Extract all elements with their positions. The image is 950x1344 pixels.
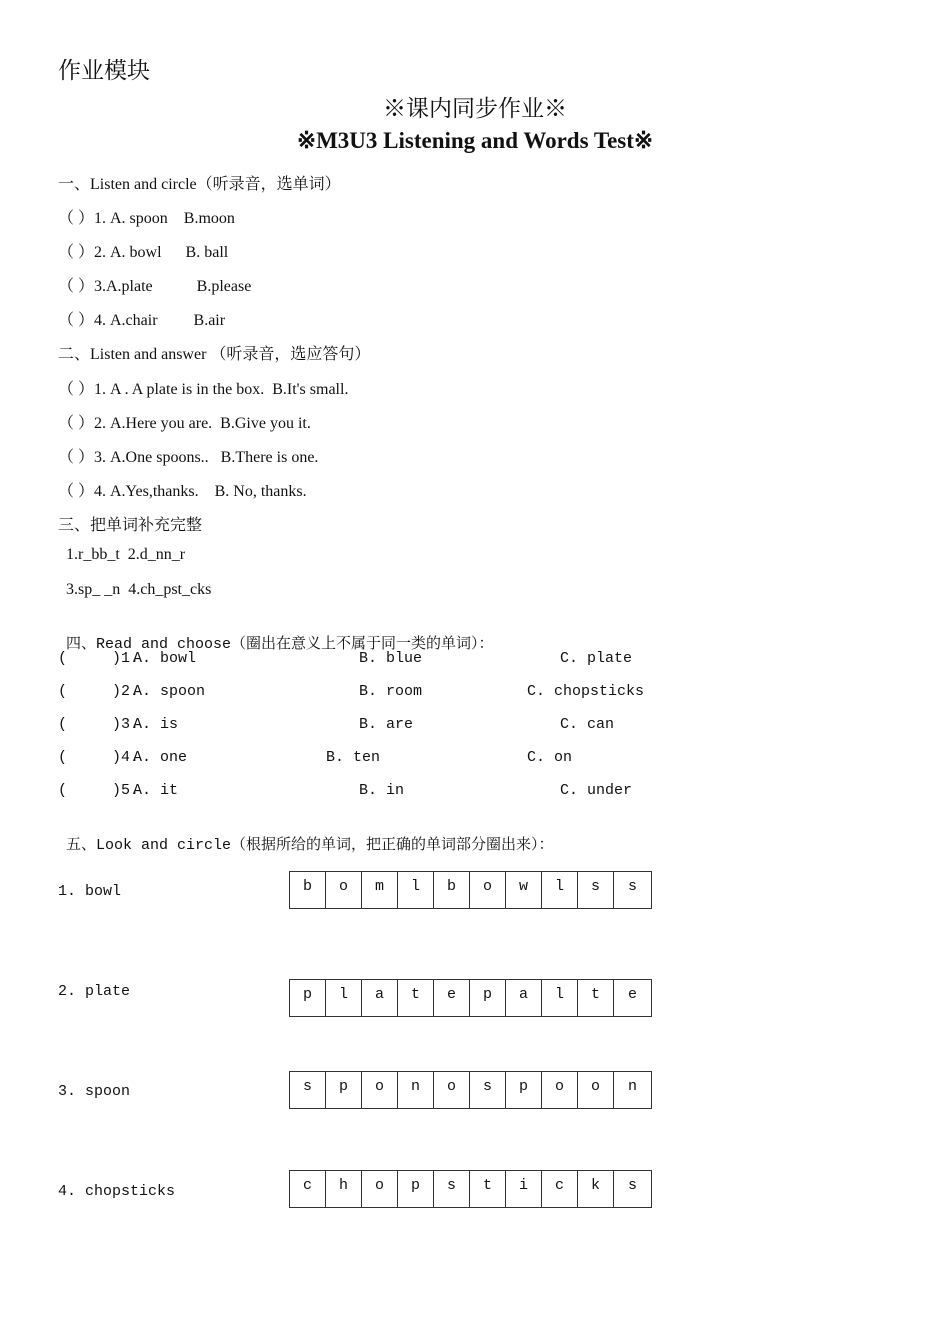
choice-a: A. it [133,782,179,799]
letter-cell[interactable]: e [434,980,470,1016]
section2-heading: 二、Listen and answer （听录音，选应答句） [58,346,371,363]
word-label: 4. chopsticks [58,1183,176,1200]
choice-a: A. one [133,749,188,766]
section5-heading [58,815,554,854]
choice-c: C. chopsticks [527,683,645,700]
section3-heading: 三、把单词补充完整 [58,517,203,534]
choice-number: ( )3. [58,716,140,733]
choice-b: B. ten [326,749,381,766]
letter-cell[interactable]: o [362,1171,398,1207]
section1-item: （ ）2. A. bowl B. ball [58,244,229,261]
letter-cell[interactable]: h [326,1171,362,1207]
word-label: 2. plate [58,983,131,1000]
letter-cell[interactable]: w [506,872,542,908]
section2-item: （ ）2. A.Here you are. B.Give you it. [58,415,311,432]
letter-cell[interactable]: p [290,980,326,1016]
letter-cell[interactable]: o [326,872,362,908]
choice-number: ( )2. [58,683,140,700]
choice-b: B. are [359,716,414,733]
letter-cell[interactable]: a [506,980,542,1016]
section4-heading [58,614,494,653]
choice-a: A. is [133,716,179,733]
section1-item: （ ）4. A.chair B.air [58,312,226,329]
letter-cell[interactable]: k [578,1171,614,1207]
section2-item: （ ）1. A . A plate is in the box. B.It's small. [58,381,349,398]
letter-cell[interactable]: p [506,1072,542,1108]
letter-cell[interactable]: p [398,1171,434,1207]
letter-cell[interactable]: n [627,1078,637,1095]
module-label: 作业模块 [58,58,150,83]
letter-cell[interactable]: p [326,1072,362,1108]
letter-cell[interactable]: t [470,1171,506,1207]
letter-cell[interactable]: o [434,1072,470,1108]
letter-cell[interactable]: n [398,1072,434,1108]
section1-item: （ ）3.A.plate B.please [58,278,252,295]
letter-grid [289,979,652,1017]
letter-cell[interactable]: t [398,980,434,1016]
letter-cell[interactable]: e [627,986,637,1003]
letter-cell[interactable]: p [470,980,506,1016]
letter-cell[interactable]: s [578,872,614,908]
choice-c: C. can [560,716,615,733]
choice-c: C. plate [560,650,633,667]
letter-cell[interactable]: m [362,872,398,908]
section3-line: 1.r_bb_t 2.d_nn_r [66,546,186,563]
letter-cell[interactable]: o [578,1072,614,1108]
letter-grid [289,1170,652,1208]
letter-cell[interactable]: c [290,1171,326,1207]
section2-item: （ ）4. A.Yes,thanks. B. No, thanks. [58,483,307,500]
choice-b: B. in [359,782,405,799]
letter-cell[interactable]: l [326,980,362,1016]
section1-item: （ ）1. A. spoon B.moon [58,210,235,227]
word-label: 3. spoon [58,1083,131,1100]
choice-a: A. spoon [133,683,206,700]
letter-cell[interactable]: s [434,1171,470,1207]
letter-cell[interactable]: s [627,878,637,895]
choice-number: ( )4. [58,749,140,766]
section5-heading-text: 五、Look and circle（根据所给的单词，把正确的单词部分圈出来）： [66,837,554,854]
word-label: 1. bowl [58,883,122,900]
letter-cell[interactable]: t [578,980,614,1016]
choice-number: ( )5. [58,782,140,799]
page-title: ※课内同步作业※ [383,96,567,121]
choice-a: A. bowl [133,650,197,667]
choice-b: B. blue [359,650,423,667]
letter-cell[interactable]: l [542,872,578,908]
letter-cell[interactable]: o [470,872,506,908]
section4-heading-text: 四、Read and choose（圈出在意义上不属于同一类的单词）： [66,636,494,653]
section1-heading: 一、Listen and circle（听录音，选单词） [58,176,341,193]
choice-c: C. on [527,749,573,766]
choice-b: B. room [359,683,423,700]
letter-cell[interactable]: b [290,872,326,908]
letter-cell[interactable]: o [542,1072,578,1108]
letter-grid [289,871,652,909]
section3-line: 3.sp_ _n 4.ch_pst_cks [66,581,212,598]
letter-cell[interactable]: i [506,1171,542,1207]
choice-number: ( )1. [58,650,140,667]
letter-cell[interactable]: a [362,980,398,1016]
letter-cell[interactable]: l [542,980,578,1016]
letter-cell[interactable]: s [470,1072,506,1108]
letter-cell[interactable]: s [627,1177,637,1194]
letter-cell[interactable]: l [398,872,434,908]
letter-cell[interactable]: o [362,1072,398,1108]
choice-c: C. under [560,782,633,799]
test-title: ※M3U3 Listening and Words Test※ [296,128,654,153]
letter-grid [289,1071,652,1109]
section2-item: （ ）3. A.One spoons.. B.There is one. [58,449,319,466]
letter-cell[interactable]: s [290,1072,326,1108]
letter-cell[interactable]: b [434,872,470,908]
letter-cell[interactable]: c [542,1171,578,1207]
